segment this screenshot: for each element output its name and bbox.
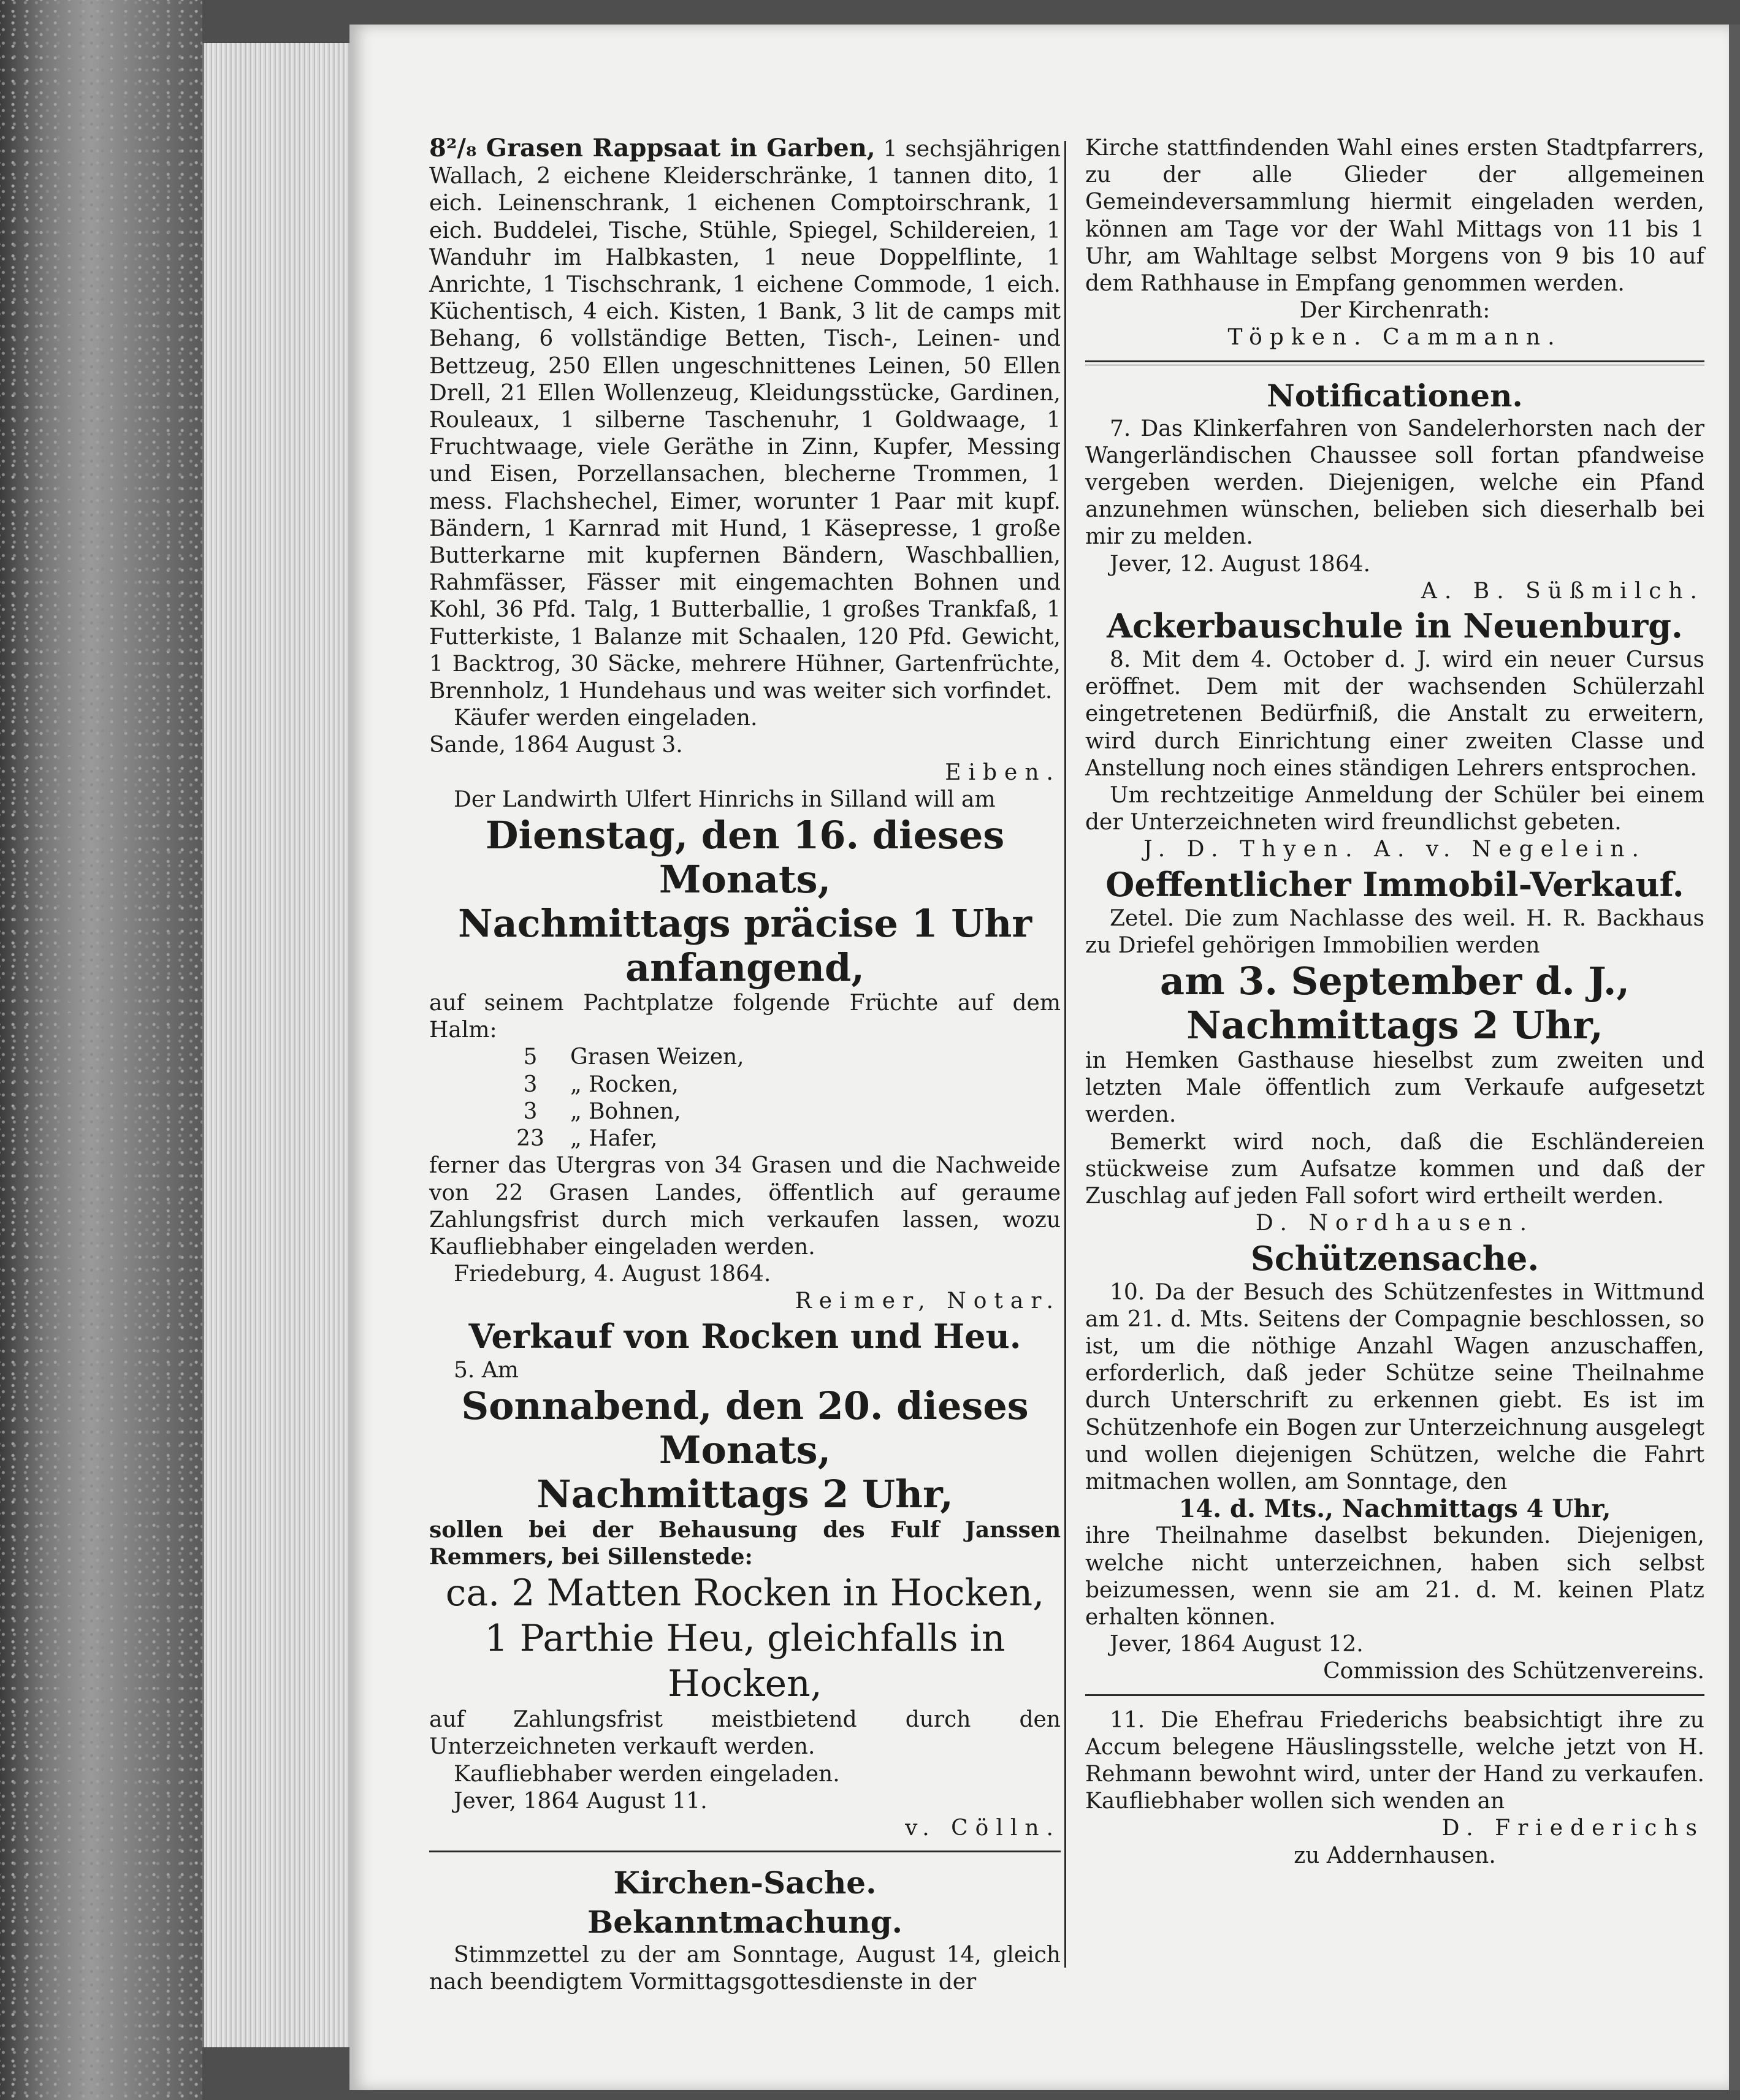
notice-body: auf Zahlungsfrist meistbietend durch den Unterzeichneten verkauft werden. xyxy=(429,1707,1061,1760)
section-heading: Kirchen-Sache. xyxy=(613,1865,877,1901)
signature: Töpken. Cammann. xyxy=(1227,325,1562,351)
item-headline: ca. 2 Matten Rocken in Hocken, xyxy=(445,1572,1045,1615)
section-rule xyxy=(1085,360,1704,365)
item-headline: 1 Parthie Heu, gleichfalls in Hocken, xyxy=(484,1617,1005,1706)
newspaper-page xyxy=(349,25,1729,2090)
place-date: Sande, 1864 August 3. xyxy=(429,732,683,758)
page-stack xyxy=(202,43,351,2047)
list-item: 3 „ Rocken, xyxy=(523,1071,679,1097)
signature: A. B. Süßmilch. xyxy=(1421,578,1704,604)
list-item: 3 „ Bohnen, xyxy=(523,1098,681,1124)
buyers-invited: Kaufliebhaber werden eingeladen. xyxy=(454,1761,840,1787)
signature: Reimer, Notar. xyxy=(795,1288,1061,1314)
notice-date-headline: Sonnabend, den 20. dieses Monats, xyxy=(461,1383,1029,1472)
right-column xyxy=(1085,135,1704,1870)
left-column xyxy=(429,135,1061,1996)
notice-time-headline: Nachmittags 2 Uhr, xyxy=(1186,1003,1603,1048)
section-heading: Ackerbauschule in Neuenburg. xyxy=(1107,606,1683,646)
section-heading: Verkauf von Rocken und Heu. xyxy=(468,1316,1021,1356)
list-item: 23 „ Hafer, xyxy=(516,1126,658,1152)
notice-body: ferner das Utergras von 34 Grasen und die Nachweide von 22 Grasen Landes, öffentlich auf geraume Zahlungsfrist durch mich verkaufen lassen, wozu Kaufliebhaber eingeladen werden. xyxy=(429,1153,1061,1260)
notice-body: 11. Die Ehefrau Friederichs beabsichtigt ihre zu Accum belegene Häuslingsstelle, welche jetzt von H. Rehmann bewohnt wird, unter der Hand zu verkaufen. Kaufliebhaber wollen sich wenden an xyxy=(1085,1707,1704,1814)
notice-body: 10. Da der Besuch des Schützenfestes in Wittmund am 21. d. Mts. Seitens der Compagnie beschlossen, so ist, um die nöthige Anzahl Wagen anzuschaffen, erforderlich, daß jeder Schütze seine Theilnahme durch Unterschrift zu erkennen giebt. Es ist im Schützenhofe ein Bogen zur Unterzeichnung ausgelegt und wollen diejenigen Schützen, welche die Fahrt mitmachen wollen, am Sonntage, den xyxy=(1085,1279,1704,1494)
signature: J. D. Thyen. A. v. Negelein. xyxy=(1143,837,1646,862)
notice-body: in Hemken Gasthause hieselbst zum zweiten und letzten Male öffentlich zum Verkaufe aufgesetzt werden. xyxy=(1085,1048,1704,1128)
signature: v. Cölln. xyxy=(905,1815,1061,1841)
notice-date-headline: am 3. September d. J., xyxy=(1159,959,1630,1004)
crop-list xyxy=(429,1044,1061,1152)
notice-body: sollen bei der Behausung des Fulf Janssen Remmers, bei Sillenstede: xyxy=(429,1516,1061,1570)
column-divider xyxy=(1064,141,1066,1968)
signature-title: Der Kirchenrath: xyxy=(1299,298,1490,324)
inventory-body: 1 sechsjährigen Wallach, 2 eichene Kleiderschränke, 1 tannen dito, 1 eich. Leinenschrank, 1 eichenen Comptoirschrank, 1 eich. Buddelei, Tische, Stühle, Spiegel, Schildereien, 1 Wanduhr im Halbkasten, 1 neue Doppelflinte, 1 Anrichte, 1 Tischschrank, 1 eichene Commode, 1 eich. Küchentisch, 4 eich. Kisten, 1 Bank, 3 lit de camps mit Behang, 6 vollständige Betten, Tisch-, Leinen- und Bettzeug, 250 Ellen ungeschnittenes Leinen, 50 Ellen Drell, 21 Ellen Wollenzeug, Kleidungsstücke, Gardinen, Rouleaux, 1 silberne Taschenuhr, 1 Goldwaage, 1 Fruchtwaage, viele Geräthe in Zinn, Kupfer, Messing und Eisen, Porzellansachen, blecherne Trommen, 1 mess. Flachshechel, Eimer, worunter 1 Paar mit kupf. Bändern, 1 Karnrad mit Hund, 1 Käsepresse, 1 große Butterkarne mit kupfernen Bändern, Waschballien, Rahmfässer, Fässer mit eingemachten Bohnen und Kohl, 36 Pfd. Talg, 1 Butterballie, 1 großes Trankfaß, 1 Futterkiste, 1 Balanze mit Schaalen, 120 Pfd. Gewicht, 1 Backtrog, 30 Säcke, mehrere Hühner, Gartenfrüchte, Brennholz, 1 Hundehaus und was weiter sich vorfindet. xyxy=(429,137,1061,704)
notice-body: Bemerkt wird noch, daß die Eschländereien stückweise zum Aufsatze kommen und daß der Zuschlag auf jeden Fall sofort wird ertheilt werden. xyxy=(1085,1129,1704,1209)
place-date: Friedeburg, 4. August 1864. xyxy=(454,1261,771,1287)
notice-date-headline: 14. d. Mts., Nachmittags 4 Uhr, xyxy=(1178,1494,1611,1524)
notice-date-headline: Dienstag, den 16. dieses Monats, xyxy=(485,813,1005,902)
section-heading: Oeffentlicher Immobil-Verkauf. xyxy=(1105,864,1684,904)
book-binding-edge xyxy=(0,0,202,2100)
place-date: Jever, 12. August 1864. xyxy=(1110,551,1371,577)
list-item: 5 Grasen Weizen, xyxy=(523,1044,744,1070)
signature: Eiben. xyxy=(945,759,1061,785)
notice-body: Um rechtzeitige Anmeldung der Schüler bei einem der Unterzeichneten wird freundlichst gebeten. xyxy=(1085,783,1704,835)
place-date: Jever, 1864 August 11. xyxy=(454,1788,708,1814)
section-heading: Notificationen. xyxy=(1267,377,1523,414)
inventory-lead: 8²/₈ Grasen Rappsaat in Garben, xyxy=(429,134,876,162)
notice-intro: Der Landwirth Ulfert Hinrichs in Silland will am xyxy=(454,786,996,812)
section-heading: Schützensache. xyxy=(1250,1238,1540,1278)
buyers-invited: Käufer werden eingeladen. xyxy=(454,706,758,731)
place-date: Jever, 1864 August 12. xyxy=(1110,1632,1364,1657)
auction-inventory xyxy=(429,135,1061,705)
signature-place: zu Addernhausen. xyxy=(1294,1843,1496,1868)
section-rule xyxy=(1085,1694,1704,1696)
notice-time-headline: Nachmittags 2 Uhr, xyxy=(536,1471,953,1516)
notice-body: auf seinem Pachtplatze folgende Früchte auf dem Halm: xyxy=(429,991,1061,1043)
notice-body: Stimmzettel zu der am Sonntage, August 14, gleich nach beendigtem Vormittagsgottesdienste in der xyxy=(429,1942,1061,1995)
section-rule xyxy=(429,1851,1061,1852)
section-subheading: Bekanntmachung. xyxy=(587,1904,903,1941)
notice-body: Kirche stattfindenden Wahl eines ersten Stadtpfarrers, zu der alle Glieder der allgemeinen Gemeindeversammlung hiermit eingeladen werden, können am Tage vor der Wahl Mittags von 11 bis 1 Uhr, am Wahltage selbst Morgens von 9 bis 10 auf dem Rathhause in Empfang genommen werden. xyxy=(1085,135,1704,297)
signature: Commission des Schützenvereins. xyxy=(1323,1659,1704,1684)
notice-body: Zetel. Die zum Nachlasse des weil. H. R. Backhaus zu Driefel gehörigen Immobilien werden xyxy=(1085,905,1704,958)
notice-time-headline: Nachmittags präcise 1 Uhr anfangend, xyxy=(457,901,1032,991)
signature: D. Friederichs xyxy=(1441,1816,1704,1841)
signature: D. Nordhausen. xyxy=(1255,1211,1535,1236)
notice-number: 5. Am xyxy=(454,1357,519,1383)
notice-body: 8. Mit dem 4. October d. J. wird ein neuer Cursus eröffnet. Dem mit der wachsenden Schülerzahl eingetretenen Bedürfniß, die Anstalt zu erweitern, wird durch Einrichtung einer zweiten Classe und Anstellung noch eines ständigen Lehrers entsprochen. xyxy=(1085,647,1704,781)
notice-body: 7. Das Klinkerfahren von Sandelerhorsten nach der Wangerländischen Chaussee soll fortan pfandweise vergeben werden. Diejenigen, welche ein Pfand anzunehmen wünschen, belieben sich dieserhalb bei mir zu melden. xyxy=(1085,416,1704,550)
notice-body: ihre Theilnahme daselbst bekunden. Diejenigen, welche nicht unterzeichnen, haben sich selbst beizumessen, wenn sie am 21. d. M. keinen Platz erhalten können. xyxy=(1085,1523,1704,1630)
